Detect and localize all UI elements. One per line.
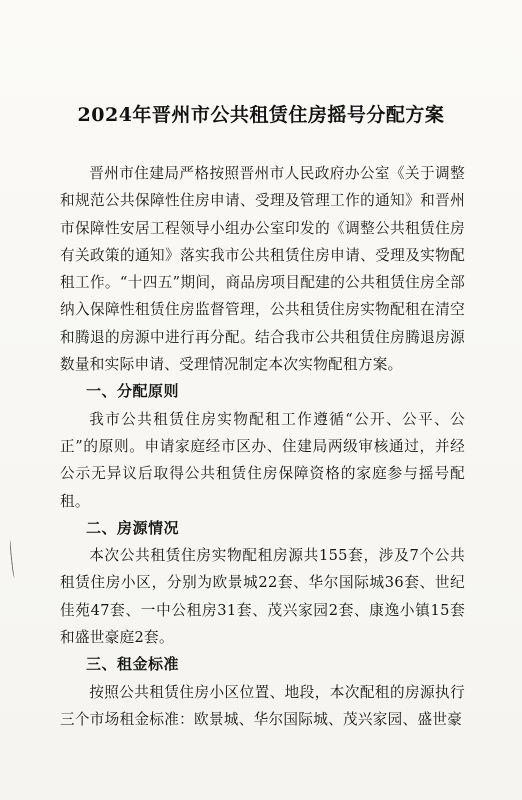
intro-paragraph: 晋州市住建局严格按照晋州市人民政府办公室《关于调整和规范公共保障性住房申请、受理及管理工作的通知》和晋州市保障性安居工程领导小组办公室印发的《调整公共租赁住房有关政策的通知》落实我市公共租赁住房申请、受理及实物配租工作。“十四五”期间，商品房项目配建的公共租赁住房全部纳入保障性租赁住房监督管理，公共租赁住房实物配租在清空和腾退的房源中进行再分配。结合我市公共租赁住房腾退房源数量和实际申请、受理情况制定本次实物配租方案。 xyxy=(60,165,465,374)
document-body xyxy=(60,160,465,733)
section-heading-principles: 一、分配原则 xyxy=(86,382,180,401)
section-text-principles: 我市公共租赁住房实物配租工作遵循“公开、公平、公正”的原则。申请家庭经市区办、住建局两级审核通过，并经公示无异议后取得公共租赁住房保障资格的家庭参与摇号配租。 xyxy=(60,410,465,510)
section-text-rent: 按照公共租赁住房小区位置、地段，本次配租的房源执行三个市场租金标准：欧景城、华尔国际城、茂兴家园、盛世豪 xyxy=(60,683,465,728)
section-heading-housing: 二、房源情况 xyxy=(86,518,180,537)
section-heading-rent: 三、租金标准 xyxy=(86,655,180,674)
margin-pencil-mark xyxy=(9,540,17,578)
section-text-housing: 本次公共租赁住房实物配租房源共155套，涉及7个公共租赁住房小区，分别为欧景城22套、华尔国际城36套、世纪佳苑47套、一中公租房31套、茂兴家园2套、康逸小镇15套和盛世豪庭2套。 xyxy=(60,547,465,647)
document-title: 2024年晋州市公共租赁住房摇号分配方案 xyxy=(77,104,445,126)
